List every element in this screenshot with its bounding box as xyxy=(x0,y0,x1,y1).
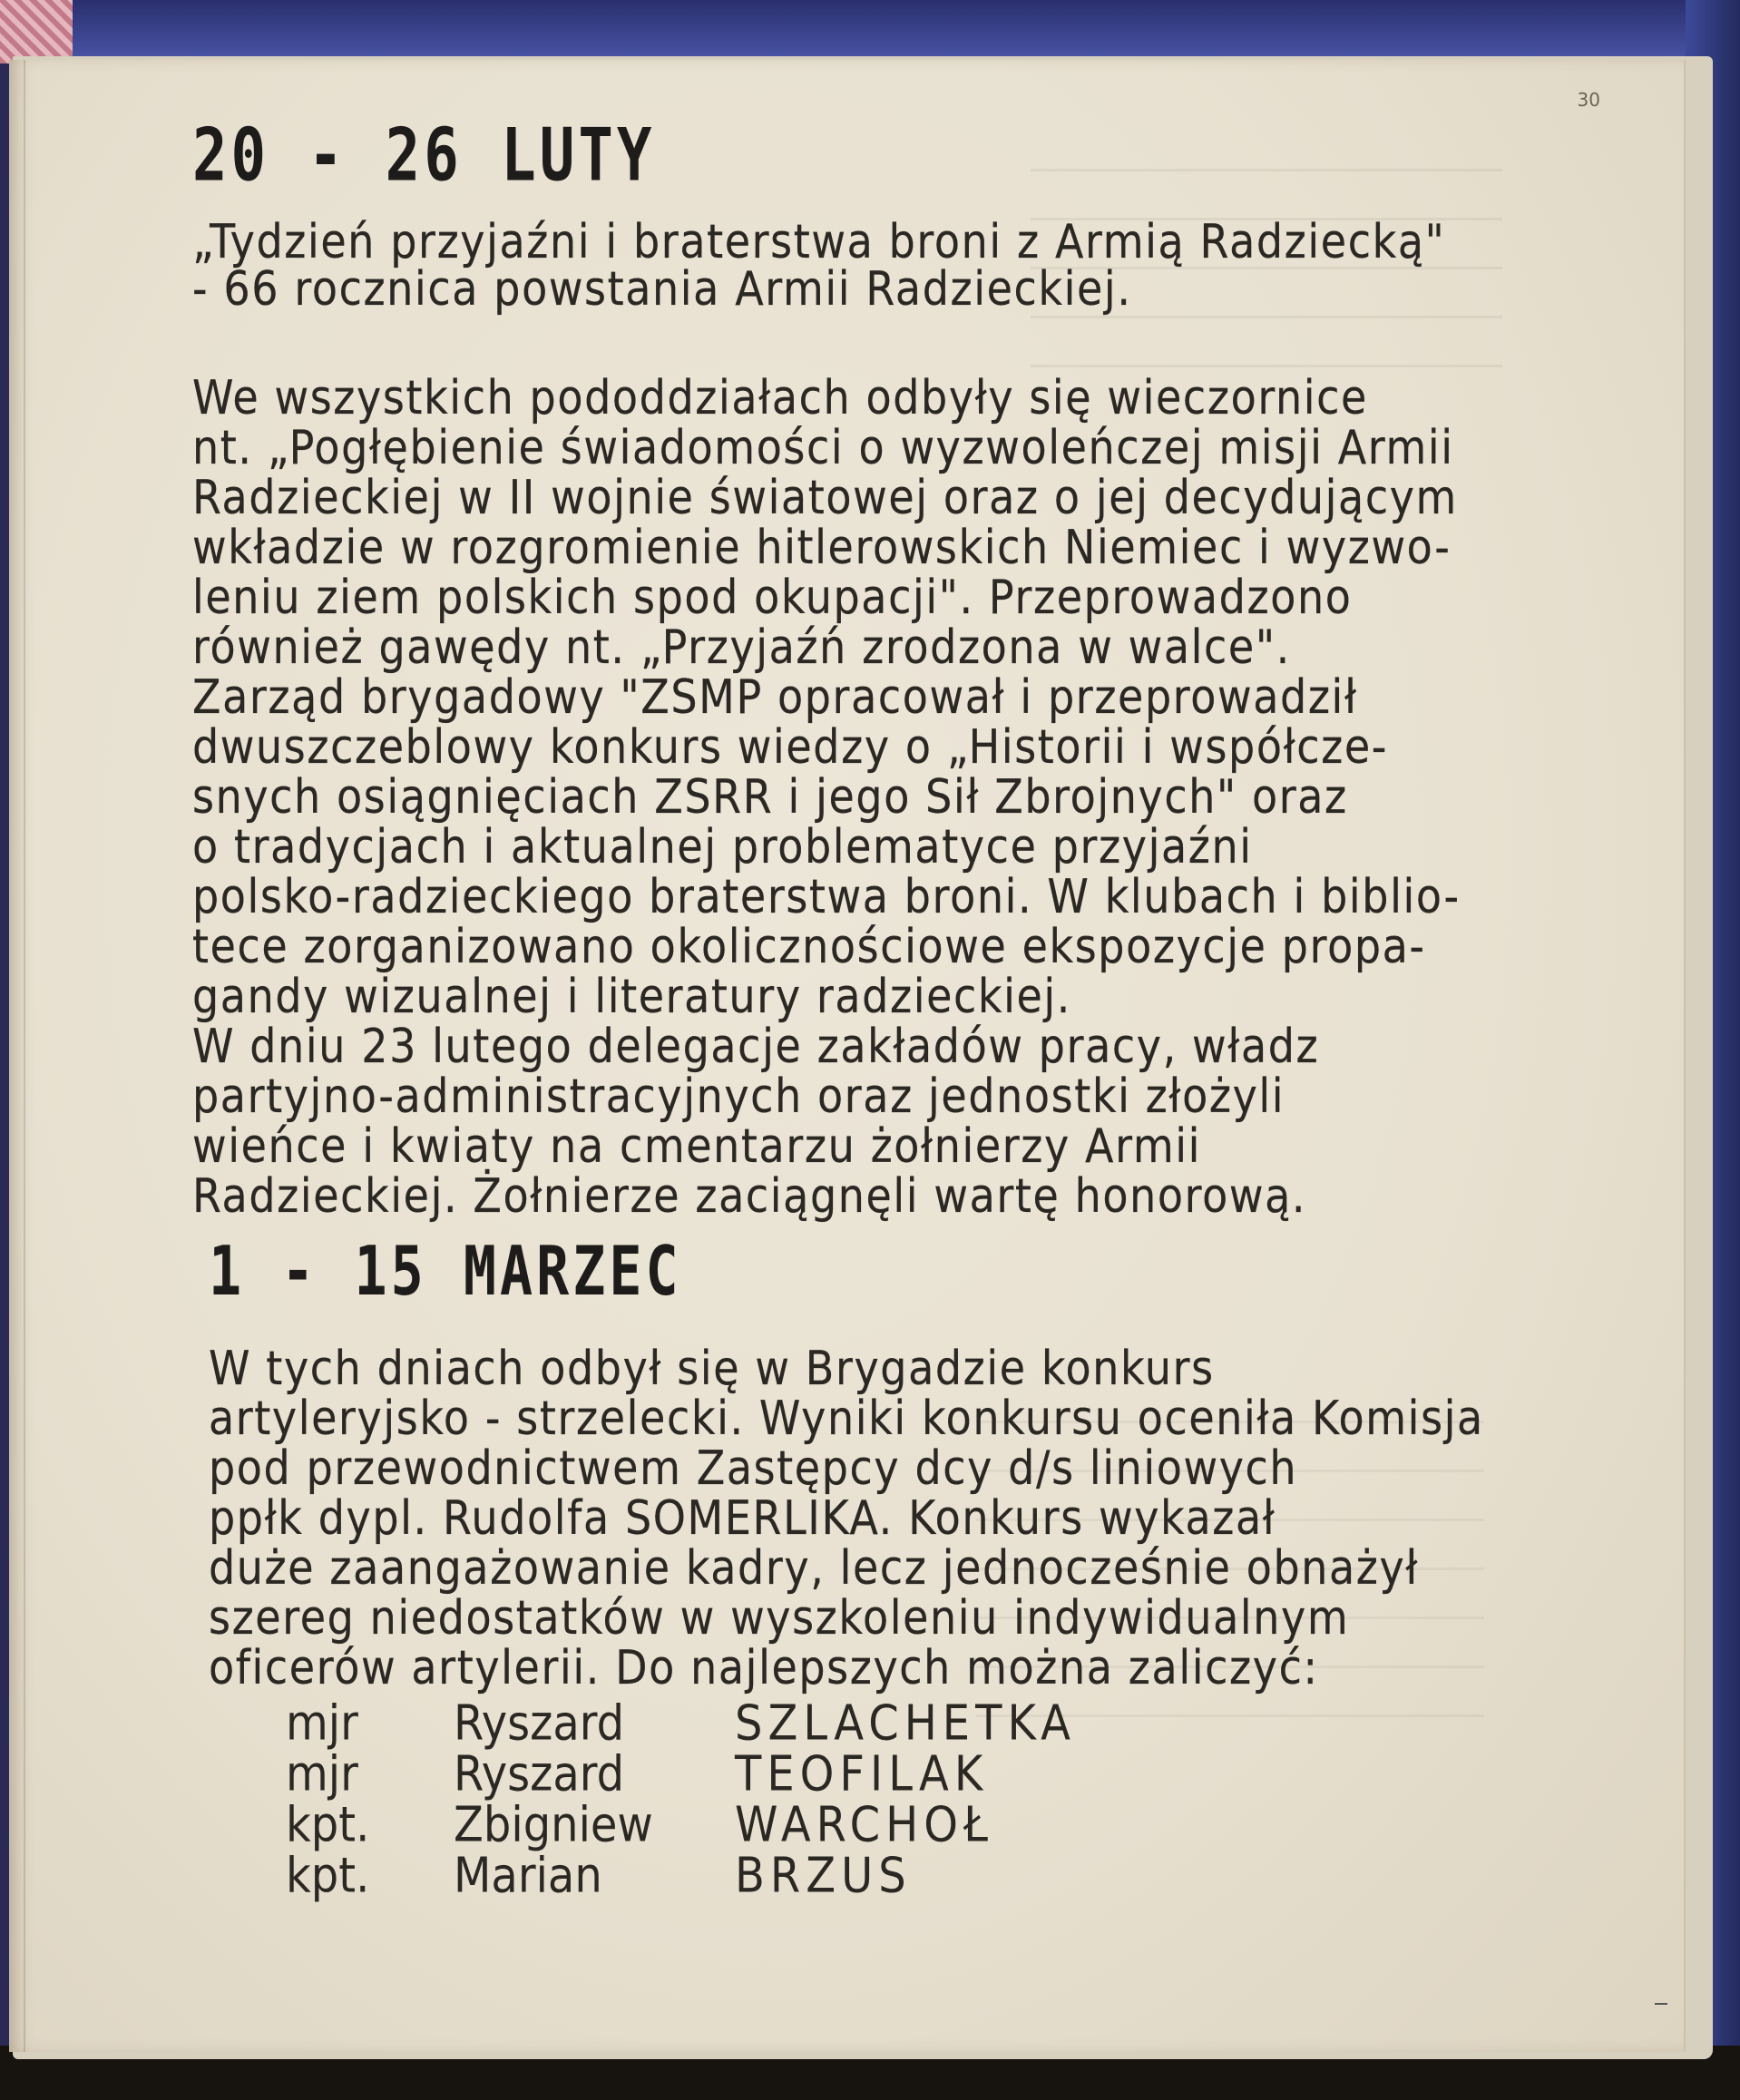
body-line: leniu ziem polskich spod okupacji". Przeprowadzono xyxy=(192,570,1353,625)
officer-surname: TEOFILAK xyxy=(735,1745,989,1802)
body-line: snych osiągnięciach ZSRR i jego Sił Zbrojnych" oraz xyxy=(192,769,1348,825)
body-line: duże zaangażowanie kadry, lecz jednocześnie obnażył xyxy=(209,1540,1420,1596)
cover-top-edge xyxy=(0,0,1740,63)
officer-rank: mjr xyxy=(286,1695,358,1752)
page-gutter xyxy=(24,60,25,2052)
body-line: partyjno-administracyjnych oraz jednostki złożyli xyxy=(192,1069,1285,1124)
body-line: W tych dniach odbył się w Brygadzie konkurs xyxy=(209,1341,1215,1396)
body-line: Radzieckiej. Żołnierze zaciągnęli wartę honorową. xyxy=(192,1168,1307,1224)
body-line: W dniu 23 lutego delegacje zakładów pracy, władz xyxy=(192,1019,1320,1074)
body-line: wkładzie w rozgromienie hitlerowskich Niemiec i wyzwo- xyxy=(192,520,1452,575)
body-line: tece zorganizowano okolicznościowe ekspozycje propa- xyxy=(192,919,1426,974)
section-heading-luty: 20 - 26 LUTY xyxy=(192,114,656,199)
margin-mark xyxy=(1655,2003,1667,2005)
section-heading-marzec: 1 - 15 MARZEC xyxy=(209,1232,682,1312)
body-line: oficerów artylerii. Do najlepszych można zaliczyć: xyxy=(209,1640,1319,1695)
officer-first-name: Ryszard xyxy=(454,1745,625,1802)
body-line: szereg niedostatków w wyszkoleniu indywidualnym xyxy=(209,1590,1350,1646)
officer-surname: WARCHOŁ xyxy=(735,1796,993,1853)
officer-first-name: Marian xyxy=(454,1847,602,1904)
body-line: gandy wizualnej i literatury radzieckiej. xyxy=(192,969,1072,1024)
body-line: wieńce i kwiaty na cmentarzu żołnierzy Armii xyxy=(192,1118,1202,1174)
body-line: nt. „Pogłębienie świadomości o wyzwoleńczej misji Armii xyxy=(192,420,1454,475)
body-line: polsko-radzieckiego braterstwa broni. W klubach i biblio- xyxy=(192,869,1461,924)
body-line: pod przewodnictwem Zastępcy dcy d/s liniowych xyxy=(209,1441,1298,1496)
officer-rank: kpt. xyxy=(286,1796,370,1853)
body-line: Zarząd brygadowy "ZSMP opracował i przeprowadził xyxy=(192,669,1358,725)
officer-first-name: Ryszard xyxy=(454,1695,625,1752)
officer-first-name: Zbigniew xyxy=(454,1796,653,1853)
body-line: również gawędy nt. „Przyjaźń zrodzona w walce". xyxy=(192,620,1291,675)
body-line: Radzieckiej w II wojnie światowej oraz o jej decydującym xyxy=(192,470,1458,525)
page-number: 30 xyxy=(1577,89,1600,111)
binding-ribbon xyxy=(0,0,73,63)
intro-line: „Tydzień przyjaźni i braterstwa broni z Armią Radziecką" xyxy=(192,214,1446,269)
body-line: artyleryjsko - strzelecki. Wyniki konkursu oceniła Komisja xyxy=(209,1391,1484,1446)
body-line: dwuszczeblowy konkurs wiedzy o „Historii i współcze- xyxy=(192,719,1388,775)
body-line: o tradycjach i aktualnej problematyce przyjaźni xyxy=(192,819,1253,874)
officer-rank: mjr xyxy=(286,1745,358,1802)
body-line: ppłk dypl. Rudolfa SOMERLIKA. Konkurs wykazał xyxy=(209,1490,1276,1546)
officer-surname: BRZUS xyxy=(735,1847,912,1904)
chronicle-page xyxy=(9,60,1686,2052)
officer-surname: SZLACHETKA xyxy=(735,1695,1076,1752)
body-line: We wszystkich pododdziałach odbyły się wieczornice xyxy=(192,370,1368,425)
intro-line: - 66 rocznica powstania Armii Radzieckiej. xyxy=(192,261,1132,317)
officer-rank: kpt. xyxy=(286,1847,370,1904)
